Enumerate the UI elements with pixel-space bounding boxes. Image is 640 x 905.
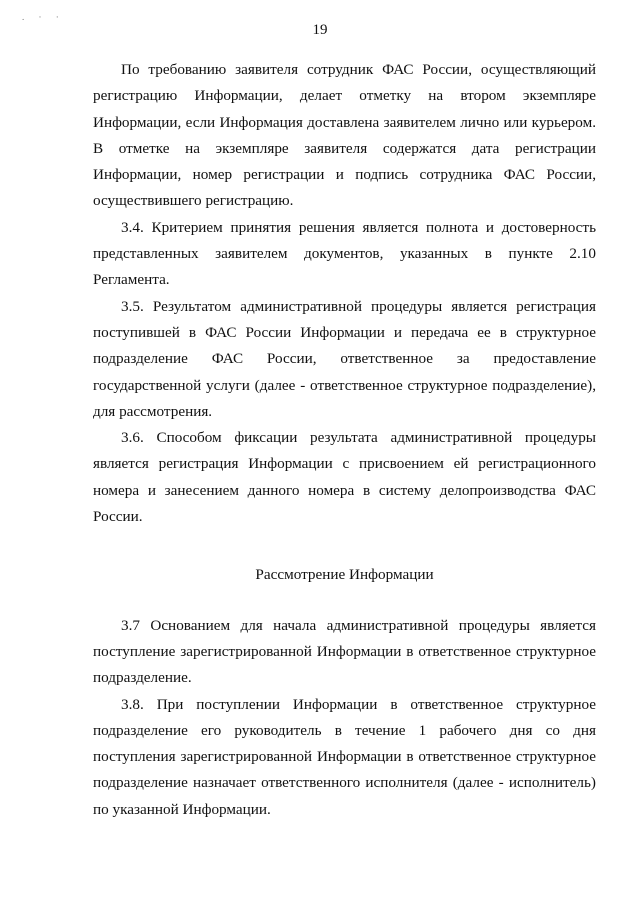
- paragraph-3-4: 3.4. Критерием принятия решения является полнота и достоверность представленных заявителем документов, указанных в пункте 2.10 Регламента.: [93, 218, 596, 289]
- paragraph-3-8: 3.8. При поступлении Информации в ответственное структурное подразделение его руководитель в течение 1 рабочего дня со дня поступления зарегистрированной Информации в ответственное структурное подразделение назначает ответственного исполнителя (далее - исполнитель) по указанной Информации.: [93, 695, 596, 818]
- paragraph-3-6: 3.6. Способом фиксации результата административной процедуры является регистрация Информации с присвоением ей регистрационного номера и занесением данного номера в систему делопроизводства ФАС России.: [93, 429, 596, 526]
- page-number: 19: [312, 22, 328, 38]
- paragraph-3-5: 3.5. Результатом административной процедуры является регистрация поступившей в ФАС России Информации и передача ее в структурное подразделение ФАС России, ответственное за предоставление государственной услуги (далее - ответственное структурное подразделение), для рассмотрения.: [93, 297, 596, 420]
- paragraph-3-7: 3.7 Основанием для начала административной процедуры является поступление зарегистрированной Информации в ответственное структурное подразделение.: [93, 616, 596, 687]
- document-body: [93, 57, 596, 823]
- scan-corner-marks: . · ·: [22, 12, 65, 22]
- paragraph-registration-mark: По требованию заявителя сотрудник ФАС России, осуществляющий регистрацию Информации, делает отметку на втором экземпляре Информации, если Информация доставлена заявителем лично или курьером. В отметке на экземпляре заявителя содержатся дата регистрации Информации, номер регистрации и подпись сотрудника ФАС России, осуществившего регистрацию.: [93, 61, 596, 210]
- section-heading: Рассмотрение Информации: [255, 566, 434, 584]
